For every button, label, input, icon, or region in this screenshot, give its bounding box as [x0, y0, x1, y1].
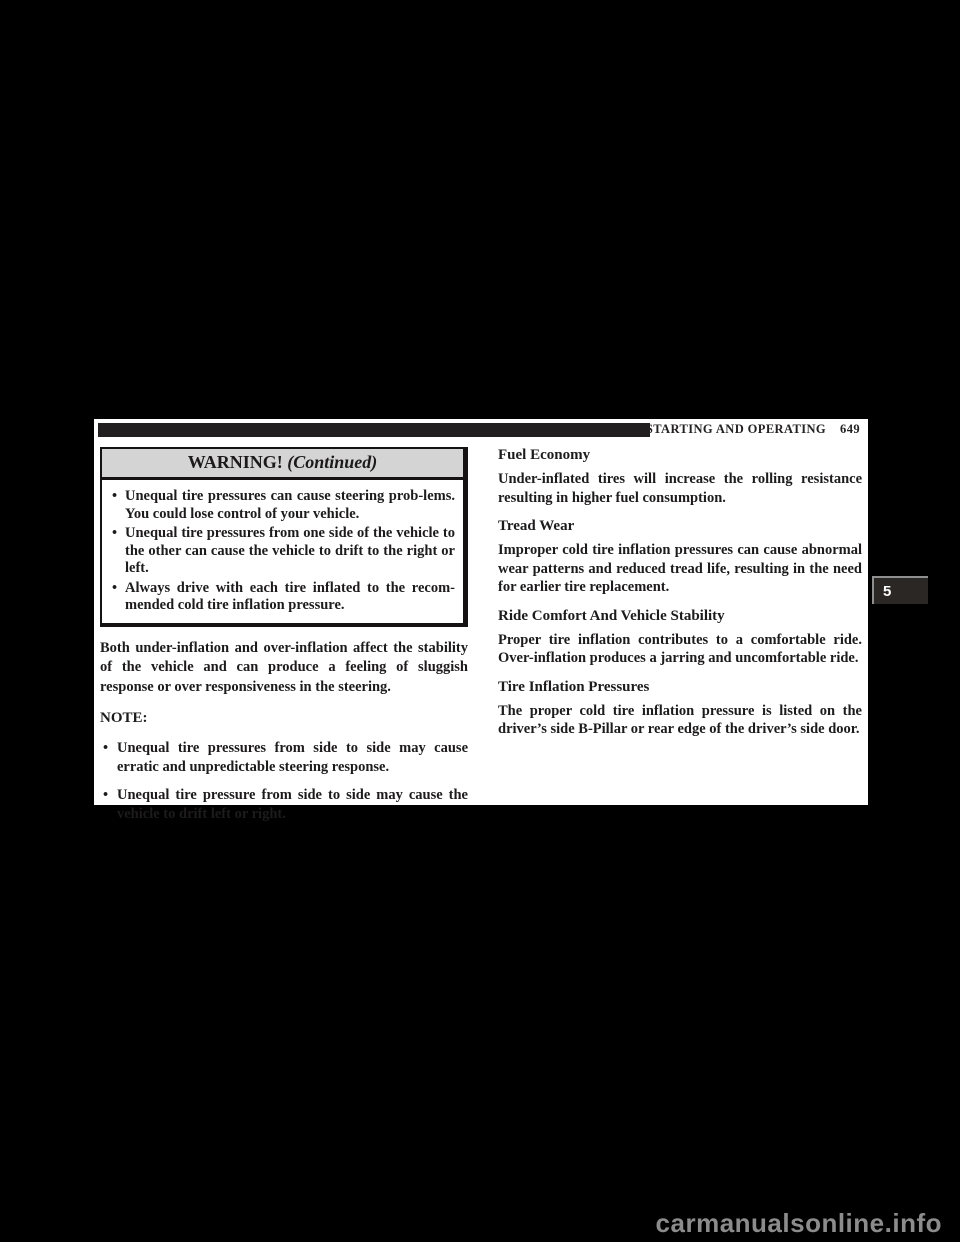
section-body: Proper tire inflation contributes to a comfortable ride. Over-inflation produces a jarring and uncomfortable ride. [498, 631, 862, 666]
warning-box [100, 447, 468, 627]
intro-paragraph: Both under-inflation and over-inflation affect the stability of the vehicle and can produce a feeling of sluggish response or over responsiveness in the steering. [100, 639, 468, 695]
warning-bullet: • Always drive with each tire inflated to the recom-mended cold tire inflation pressure. [110, 580, 455, 615]
left-column [100, 447, 468, 824]
running-header-page-number: 649 [840, 422, 860, 436]
section-body: Improper cold tire inflation pressures can cause abnormal wear patterns and reduced tread life, resulting in the need for earlier tire replacement. [498, 542, 862, 595]
warning-box-body [102, 480, 463, 623]
header-rule-bar [98, 423, 650, 437]
section-heading: Ride Comfort And Vehicle Stability [498, 607, 725, 624]
section-body: The proper cold tire inflation pressure is listed on the driver’s side B-Pillar or rear edge of the driver’s side door. [498, 702, 862, 737]
section-heading: Tread Wear [498, 518, 575, 534]
section-tire-inflation-pressures [498, 679, 862, 739]
watermark-link[interactable]: carmanualsonline.info [655, 1208, 942, 1238]
running-header [646, 421, 860, 438]
chapter-tab: 5 [872, 576, 928, 604]
warning-bullet: • Unequal tire pressures can cause steering prob-lems. You could lose control of your vehicle. [110, 488, 455, 523]
manual-page [94, 419, 868, 822]
warning-title-continued: (Continued) [287, 452, 378, 472]
warning-box-header [102, 449, 463, 480]
running-header-section-title: STARTING AND OPERATING [645, 422, 827, 436]
right-column [498, 447, 862, 824]
warning-bullet: • Unequal tire pressures from one side of the vehicle to the other can cause the vehicle to drift to the right or left. [110, 525, 455, 578]
section-heading: Tire Inflation Pressures [498, 678, 650, 695]
section-heading: Fuel Economy [498, 447, 591, 463]
section-body: Under-inflated tires will increase the rolling resistance resulting in higher fuel consumption. [498, 471, 862, 506]
section-ride-comfort [498, 608, 862, 668]
section-fuel-economy [498, 447, 862, 507]
note-bullet: • Unequal tire pressures from side to side may cause erratic and unpredictable steering response. [100, 739, 468, 777]
section-tread-wear [498, 518, 862, 597]
note-label: NOTE: [100, 710, 148, 726]
warning-title: WARNING! [187, 452, 283, 472]
page-columns [100, 447, 862, 824]
note-bullet: • Unequal tire pressure from side to side may cause the vehicle to drift left or right. [100, 786, 468, 824]
